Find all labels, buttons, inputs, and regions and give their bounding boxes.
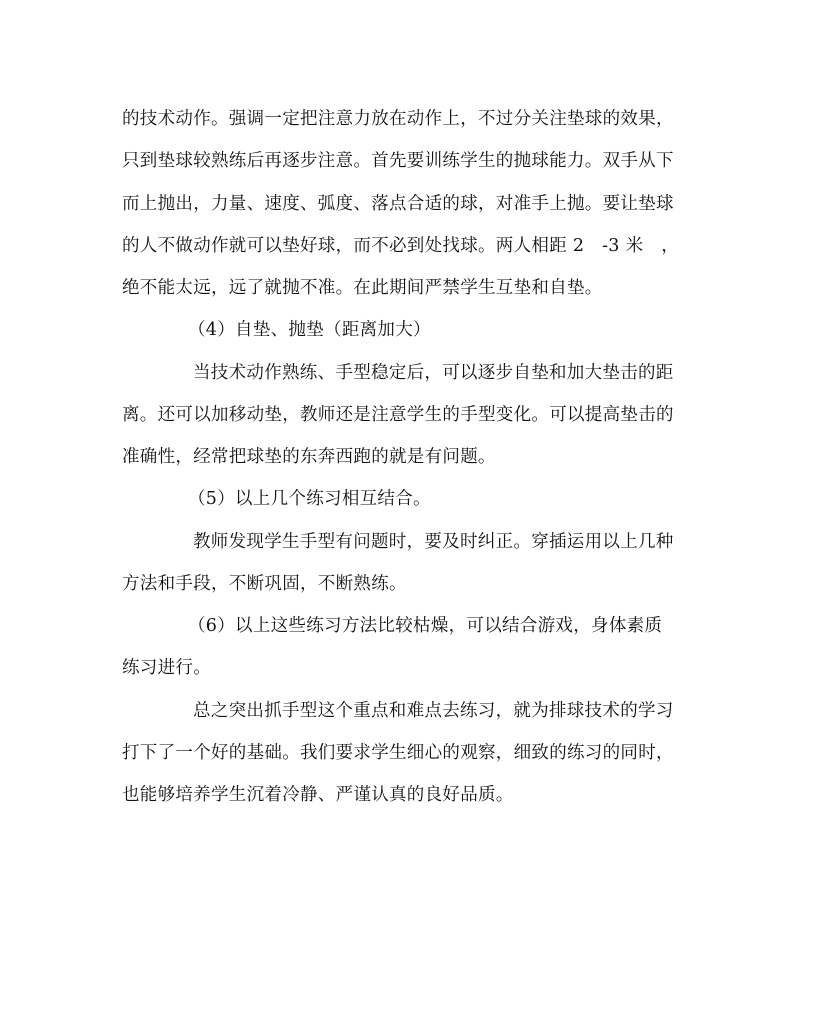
body-line: 绝不能太远，远了就抛不准。在此期间严禁学生互垫和自垫。 <box>122 278 603 298</box>
body-line: 的技术动作。强调一定把注意力放在动作上，不过分关注垫球的效果， <box>122 109 674 129</box>
body-line: 方法和手段，不断巩固，不断熟练。 <box>122 574 407 594</box>
body-line: 而上抛出，力量、速度、弧度、落点合适的球，对准手上抛。要让垫球 <box>122 194 674 214</box>
body-line: 也能够培养学生沉着冷静、严谨认真的良好品质。 <box>122 785 514 805</box>
body-line: 的人不做动作就可以垫好球，而不必到处找球。两人相距 2 -3 米 ， <box>122 236 680 256</box>
section-heading-6: （6）以上这些练习方法比较枯燥，可以结合游戏，身体素质 <box>188 616 663 636</box>
paragraph-first-line: 当技术动作熟练、手型稳定后，可以逐步自垫和加大垫击的距 <box>193 363 674 383</box>
body-line: 练习进行。 <box>122 658 211 678</box>
body-line: 离。还可以加移动垫，教师还是注意学生的手型变化。可以提高垫击的 <box>122 405 674 425</box>
paragraph-first-line: 教师发现学生手型有问题时，要及时纠正。穿插运用以上几种 <box>193 532 674 552</box>
section-heading-4: （4）自垫、抛垫（距离加大） <box>188 320 431 340</box>
section-heading-5: （5）以上几个练习相互结合。 <box>188 489 431 509</box>
paragraph-first-line: 总之突出抓手型这个重点和难点去练习，就为排球技术的学习 <box>193 701 674 721</box>
body-line: 准确性，经常把球垫的东奔西跑的就是有问题。 <box>122 447 496 467</box>
body-line: 只到垫球较熟练后再逐步注意。首先要训练学生的抛球能力。双手从下 <box>122 151 674 171</box>
body-line: 打下了一个好的基础。我们要求学生细心的观察，细致的练习的同时， <box>122 743 674 763</box>
